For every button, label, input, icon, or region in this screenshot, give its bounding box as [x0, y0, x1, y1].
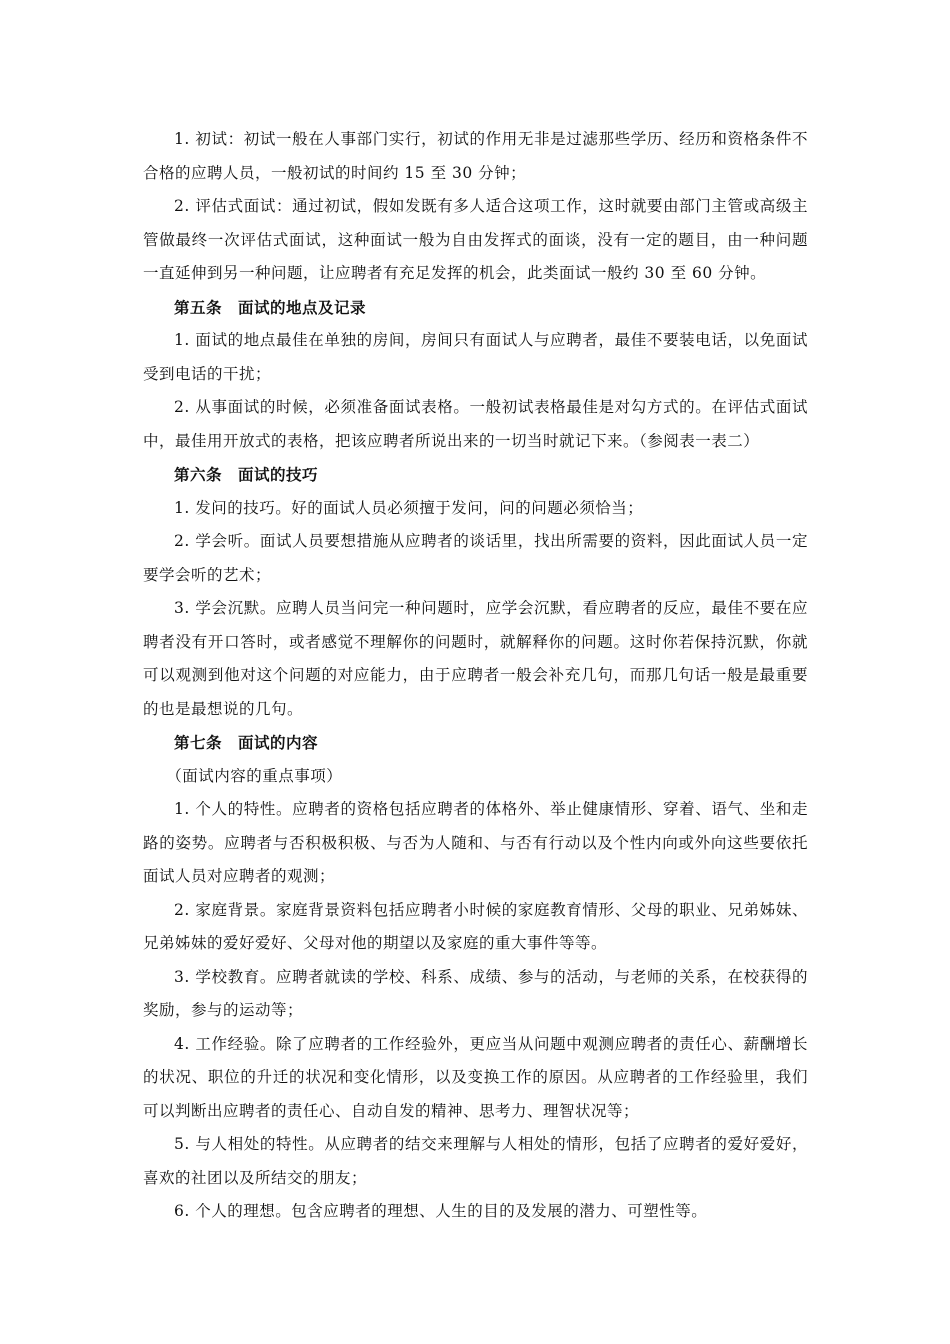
paragraph: 5. 与人相处的特性。从应聘者的结交来理解与人相处的情形，包括了应聘者的爱好爱好，喜欢的社团以及所结交的朋友； — [143, 1135, 808, 1187]
paragraph: 3. 学会沉默。应聘人员当问完一种问题时，应学会沉默，看应聘者的反应，最佳不要在应聘者没有开口答时，或者感觉不理解你的问题时，就解释你的问题。这时你若保持沉默，你就可以观测到他对这个问题的对应能力，由于应聘者一般会补充几句，而那几句话一般是最重要的也是最想说的几句。 — [143, 599, 808, 718]
paragraph: 2. 学会听。面试人员要想措施从应聘者的谈话里，找出所需要的资料，因此面试人员一定要学会听的艺术； — [143, 532, 808, 584]
paragraph: 2. 评估式面试：通过初试，假如发既有多人适合这项工作，这时就要由部门主管或高级主管做最终一次评估式面试，这种面试一般为自由发挥式的面谈，没有一定的题目，由一种问题一直延伸到另一种问题，让应聘者有充足发挥的机会，此类面试一般约 30 至 60 分钟。 — [143, 197, 808, 282]
paragraph: 6. 个人的理想。包含应聘者的理想、人生的目的及发展的潜力、可塑性等。 — [174, 1202, 708, 1220]
paragraph: 1. 发问的技巧。好的面试人员必须擅于发问，问的问题必须恰当； — [174, 498, 644, 517]
paragraph: 1. 个人的特性。应聘者的资格包括应聘者的体格外、举止健康情形、穿着、语气、坐和走路的姿势。应聘者与否积极积极、与否为人随和、与否有行动以及个性内向或外向这些要依托面试人员对应聘者的观测； — [143, 800, 808, 885]
article-5-heading: 第五条 面试的地点及记录 — [174, 297, 367, 317]
paragraph: 1. 面试的地点最佳在单独的房间，房间只有面试人与应聘者，最佳不要装电话，以免面试受到电话的干扰； — [143, 331, 808, 383]
document-page — [143, 123, 808, 1229]
paragraph: 1. 初试：初试一般在人事部门实行，初试的作用无非是过滤那些学历、经历和资格条件不合格的应聘人员，一般初试的时间约 15 至 30 分钟； — [143, 130, 808, 182]
article-7-heading: 第七条 面试的内容 — [174, 733, 319, 752]
section-note: （面试内容的重点事项） — [166, 766, 343, 785]
paragraph: 3. 学校教育。应聘者就读的学校、科系、成绩、参与的活动，与老师的关系，在校获得的奖励，参与的运动等； — [143, 967, 808, 1019]
paragraph: 2. 家庭背景。家庭背景资料包括应聘者小时候的家庭教育情形、父母的职业、兄弟姊妹、兄弟姊妹的爱好爱好、父母对他的期望以及家庭的重大事件等等。 — [143, 900, 808, 952]
article-6-heading: 第六条 面试的技巧 — [174, 465, 319, 484]
paragraph: 2. 从事面试的时候，必须准备面试表格。一般初试表格最佳是对勾方式的。在评估式面试中，最佳用开放式的表格，把该应聘者所说出来的一切当时就记下来。（参阅表一表二） — [143, 398, 808, 450]
paragraph: 4. 工作经验。除了应聘者的工作经验外，更应当从问题中观测应聘者的责任心、薪酬增长的状况、职位的升迁的状况和变化情形，以及变换工作的原因。从应聘者的工作经验里，我们可以判断出应聘者的责任心、自动自发的精神、思考力、理智状况等； — [143, 1034, 808, 1120]
